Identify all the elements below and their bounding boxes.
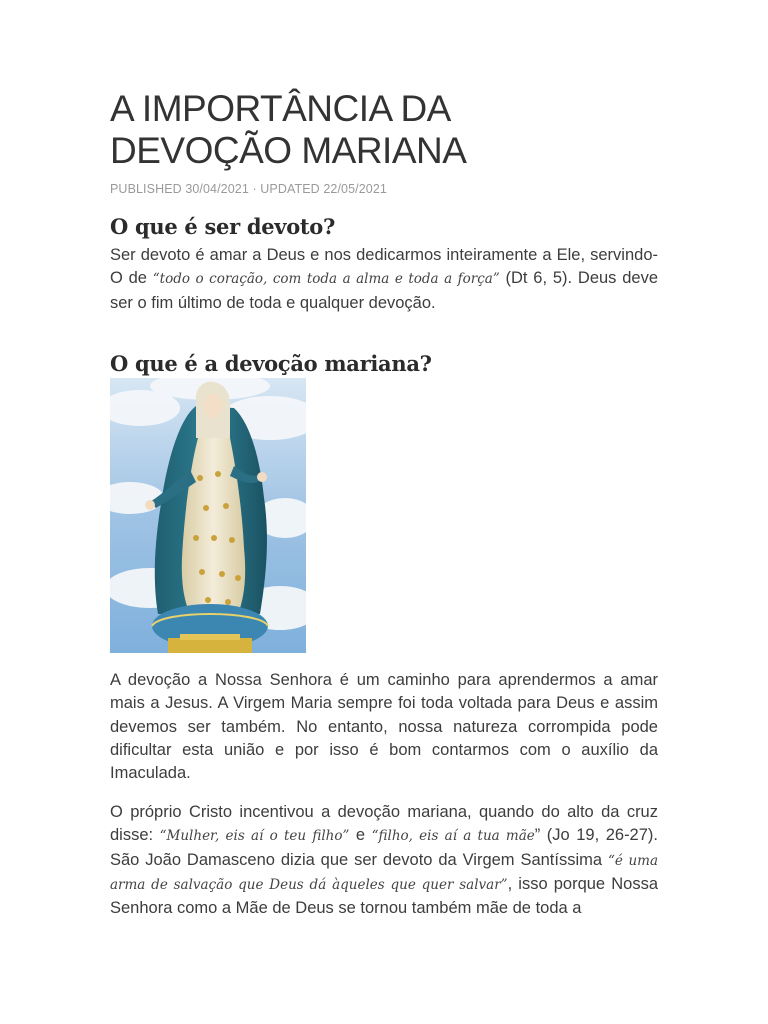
article-title: [110, 88, 670, 172]
paragraph-devocao-2: [110, 801, 658, 921]
article-title-line1: A IMPORTÂNCIA DA: [110, 88, 451, 129]
quote-mulher: “Mulher, eis aí o teu filho”: [159, 828, 350, 845]
quote-damasceno: “é uma arma de salvação que Deus dá àqueles que quer salvar”: [110, 852, 658, 893]
section-heading-devocao-mariana: O que é a devoção mariana?: [110, 351, 432, 376]
publish-meta: PUBLISHED 30/04/2021 · UPDATED 22/05/2021: [110, 182, 387, 196]
article-title-line2: DEVOÇÃO MARIANA: [110, 130, 467, 171]
paragraph-devoto-text-b: (Dt 6, 5). Deus deve ser o fim último de toda e qualquer devoção.: [110, 269, 658, 312]
paragraph-devocao-1: A devoção a Nossa Senhora é um caminho para aprendermos a amar mais a Jesus. A Virgem Maria sempre foi toda voltada para Deus e assim devemos ser também. No entanto, nossa natureza corrompida pode dificultar esta união e por isso é bom contarmos com o auxílio da Imaculada.: [110, 671, 658, 783]
quote-filho: “filho, eis aí a tua mãe: [371, 828, 535, 845]
virgin-mary-statue-image: [110, 378, 306, 653]
paragraph-devocao-2-text-b: e: [349, 826, 372, 845]
bible-quote: “todo o coração, com toda a alma e toda a força”: [152, 271, 500, 288]
paragraph-devocao-2-text-d: , isso porque Nossa Senhora como a Mãe de Deus se tornou também mãe de toda a: [110, 874, 658, 918]
statue-illustration: [110, 378, 306, 653]
section-heading-devoto: O que é ser devoto?: [110, 214, 336, 239]
paragraph-devoto: [110, 244, 658, 315]
paragraph-devocao-2-text-c: ” (Jo 19, 26-27). São João Damasceno dizia que ser devoto da Virgem Santíssima: [110, 826, 658, 869]
paragraph-devoto-text-a: Ser devoto é amar a Deus e nos dedicarmos inteiramente a Ele, servindo-O de: [110, 246, 658, 288]
paragraph-devocao-2-text-a: O próprio Cristo incentivou a devoção mariana, quando do alto da cruz disse:: [110, 803, 658, 845]
